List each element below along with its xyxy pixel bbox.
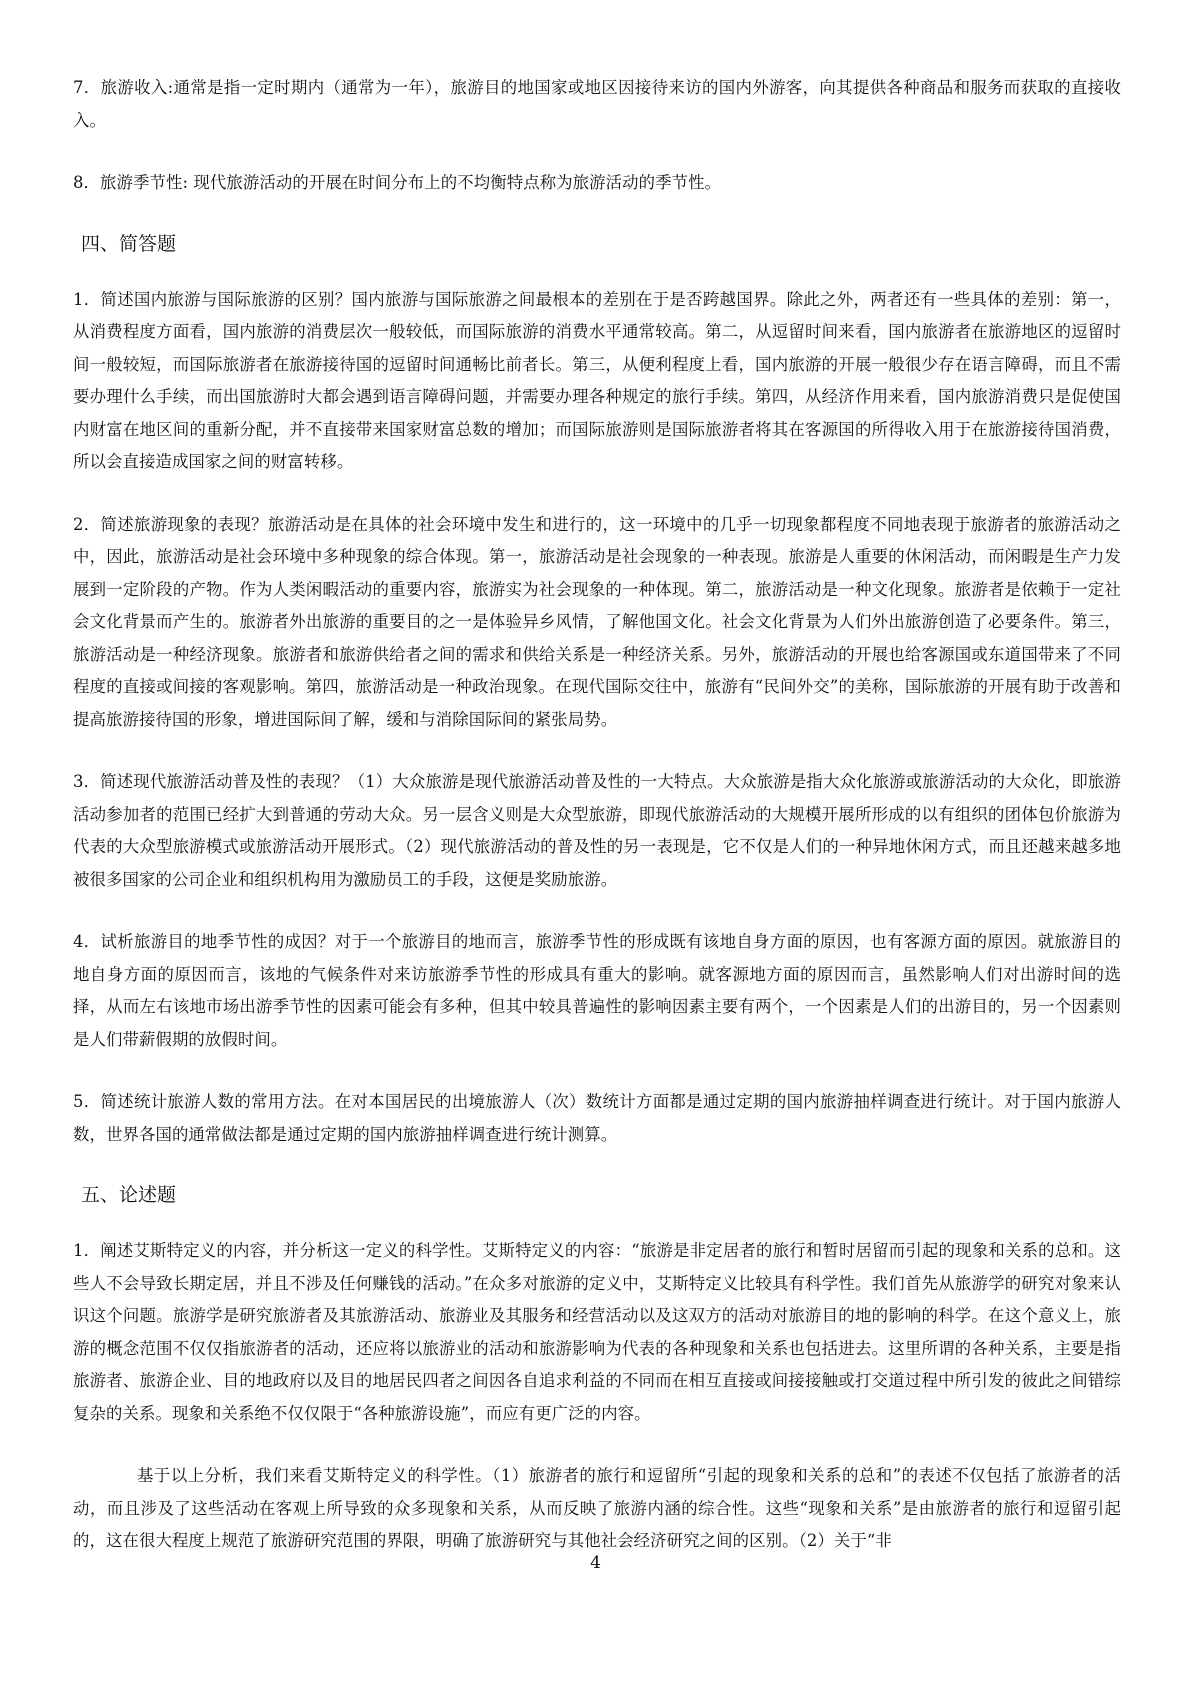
paragraph-answer-3: 3．简述现代旅游活动普及性的表现？（1）大众旅游是现代旅游活动普及性的一大特点。大众旅游是指大众化旅游或旅游活动的大众化，即旅游活动参加者的范围已经扩大到普通的劳动大众。另一层含义则是大众型旅游，即现代旅游活动的大规模开展所形成的以有组织的团体包价旅游为代表的大众型旅游模式或旅游活动开展形式。（2）现代旅游活动的普及性的另一表现是，它不仅是人们的一种异地休闲方式，而且还越来越多地被很多国家的公司企业和组织机构用为激励员工的手段，这便是奖励旅游。 — [73, 772, 1121, 889]
paragraph-essay-1: 1．阐述艾斯特定义的内容，并分析这一定义的科学性。艾斯特定义的内容：“旅游是非定居者的旅行和暂时居留而引起的现象和关系的总和。这些人不会导致长期定居，并且不涉及任何赚钱的活动。”在众多对旅游的定义中，艾斯特定义比较具有科学性。我们首先从旅游学的研究对象来认识这个问题。旅游学是研究旅游者及其旅游活动、旅游业及其服务和经营活动以及这双方的活动对旅游目的地的影响的科学。在这个意义上，旅游的概念范围不仅仅指旅游者的活动，还应将以旅游业的活动和旅游影响为代表的各种现象和关系也包括进去。这里所谓的各种关系，主要是指旅游者、旅游企业、目的地政府以及目的地居民四者之间因各自追求利益的不同而在相互直接或间接接触或打交道过程中所引发的彼此之间错综复杂的关系。现象和关系绝不仅仅限于“各种旅游设施”，而应有更广泛的内容。 — [73, 1241, 1121, 1423]
section-heading-short-answer: 四、简答题 — [81, 232, 177, 255]
paragraph-essay-analysis: 基于以上分析，我们来看艾斯特定义的科学性。（1）旅游者的旅行和逗留所“引起的现象和关系的总和”的表述不仅包括了旅游者的活动，而且涉及了这些活动在客观上所导致的众多现象和关系，从而反映了旅游内涵的综合性。这些“现象和关系”是由旅游者的旅行和逗留引起的，这在很大程度上规范了旅游研究范围的界限，明确了旅游研究与其他社会经济研究之间的区别。（2）关于“非 — [73, 1466, 1121, 1550]
paragraph-answer-4: 4．试析旅游目的地季节性的成因？对于一个旅游目的地而言，旅游季节性的形成既有该地自身方面的原因，也有客源方面的原因。就旅游目的地自身方面的原因而言，该地的气候条件对来访旅游季节性的形成具有重大的影响。就客源地方面的原因而言，虽然影响人们对出游时间的选择，从而左右该地市场出游季节性的因素可能会有多种，但其中较具普遍性的影响因素主要有两个，一个因素是人们的出游目的，另一个因素则是人们带薪假期的放假时间。 — [73, 932, 1121, 1049]
paragraph-definition-7: 7．旅游收入:通常是指一定时期内（通常为一年），旅游目的地国家或地区因接待来访的国内外游客，向其提供各种商品和服务而获取的直接收入。 — [73, 78, 1121, 130]
page-number: 4 — [590, 1553, 601, 1573]
paragraph-answer-5: 5．简述统计旅游人数的常用方法。在对本国居民的出境旅游人（次）数统计方面都是通过定期的国内旅游抽样调查进行统计。对于国内旅游人数，世界各国的通常做法都是通过定期的国内旅游抽样调查进行统计测算。 — [73, 1092, 1121, 1144]
paragraph-definition-8: 8．旅游季节性: 现代旅游活动的开展在时间分布上的不均衡特点称为旅游活动的季节性。 — [73, 173, 722, 192]
paragraph-answer-1: 1．简述国内旅游与国际旅游的区别？国内旅游与国际旅游之间最根本的差别在于是否跨越国界。除此之外，两者还有一些具体的差别：第一，从消费程度方面看，国内旅游的消费层次一般较低，而国际旅游的消费水平通常较高。第二，从逗留时间来看，国内旅游者在旅游地区的逗留时间一般较短，而国际旅游者在旅游接待国的逗留时间通畅比前者长。第三，从便利程度上看，国内旅游的开展一般很少存在语言障碍，而且不需要办理什么手续，而出国旅游时大都会遇到语言障碍问题，并需要办理各种规定的旅行手续。第四，从经济作用来看，国内旅游消费只是促使国内财富在地区间的重新分配，并不直接带来国家财富总数的增加；而国际旅游则是国际旅游者将其在客源国的所得收入用于在旅游接待国消费，所以会直接造成国家之间的财富转移。 — [73, 289, 1121, 471]
document-page — [73, 72, 1121, 1588]
paragraph-answer-2: 2．简述旅游现象的表现？旅游活动是在具体的社会环境中发生和进行的，这一环境中的几乎一切现象都程度不同地表现于旅游者的旅游活动之中，因此，旅游活动是社会环境中多种现象的综合体现。第一，旅游活动是社会现象的一种表现。旅游是人重要的休闲活动，而闲暇是生产力发展到一定阶段的产物。作为人类闲暇活动的重要内容，旅游实为社会现象的一种体现。第二，旅游活动是一种文化现象。旅游者是依赖于一定社会文化背景而产生的。旅游者外出旅游的重要目的之一是体验异乡风情，了解他国文化。社会文化背景为人们外出旅游创造了必要条件。第三，旅游活动是一种经济现象。旅游者和旅游供给者之间的需求和供给关系是一种经济关系。另外，旅游活动的开展也给客源国或东道国带来了不同程度的直接或间接的客观影响。第四，旅游活动是一种政治现象。在现代国际交往中，旅游有“民间外交”的美称，国际旅游的开展有助于改善和提高旅游接待国的形象，增进国际间了解，缓和与消除国际间的紧张局势。 — [73, 514, 1121, 729]
section-heading-essay: 五、论述题 — [81, 1184, 177, 1206]
